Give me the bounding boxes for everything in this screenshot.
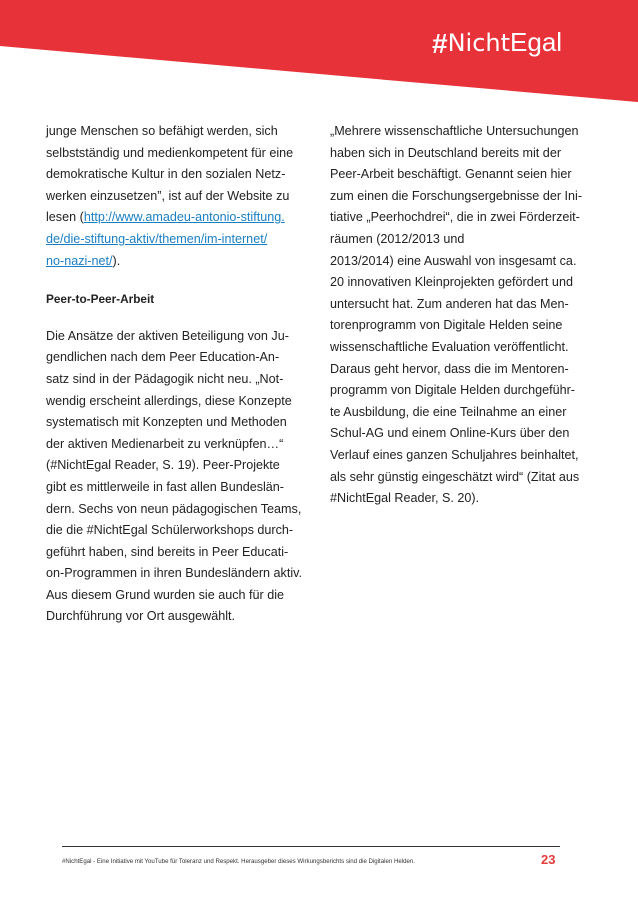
text-fragment: lesen ( <box>46 210 84 225</box>
text-line: der aktiven Medienarbeit zu verknüpfen…“ <box>46 436 284 451</box>
website-link-part[interactable]: http://www.amadeu-antonio-stiftung. <box>83 210 285 225</box>
text-fragment: ). <box>112 253 121 268</box>
text-line <box>46 229 314 251</box>
text-line: 2013/2014) eine Auswahl von insgesamt ca. <box>330 253 577 268</box>
text-line: selbstständig und medienkompetent für eine <box>46 145 294 160</box>
text-line: programm von Digitale Helden durchgeführ- <box>330 383 576 398</box>
website-link-part[interactable]: de/die-stiftung-aktiv/themen/im-internet/ <box>46 231 268 246</box>
left-column <box>46 121 314 628</box>
page-number: 23 <box>541 852 556 867</box>
left-paragraph-2 <box>46 326 314 628</box>
text-line: als sehr günstig eingeschätzt wird“ (Zitat aus <box>330 469 580 484</box>
logo-hash: # <box>432 28 448 59</box>
text-line: Die Ansätze der aktiven Beteiligung von Ju- <box>46 328 289 343</box>
text-line: systematisch mit Konzepten und Methoden <box>46 415 287 430</box>
logo-nicht: Nicht <box>447 29 511 57</box>
text-line: gendlichen nach dem Peer Education-An- <box>46 350 280 365</box>
text-line: on-Programmen in ihren Bundesländern aktiv. <box>46 566 302 581</box>
text-line: 20 innovativen Kleinprojekten gefördert und <box>330 275 573 290</box>
text-line: geführt haben, sind bereits in Peer Educati- <box>46 544 289 559</box>
left-paragraph-1 <box>46 121 314 272</box>
text-line: wendig erscheint allerdings, diese Konzepte <box>46 393 292 408</box>
text-line: te Ausbildung, die eine Teilnahme an einer <box>330 404 567 419</box>
text-line: untersucht hat. Zum anderen hat das Men- <box>330 296 569 311</box>
text-line: Peer-Arbeit beschäftigt. Genannt seien hier <box>330 167 572 182</box>
text-line: Schul-AG und einem Online-Kurs über den <box>330 426 570 441</box>
website-link-part[interactable]: no-nazi-net/ <box>46 253 113 268</box>
text-line: wissenschaftliche Evaluation veröffentlicht. <box>330 339 569 354</box>
text-line: Verlauf eines ganzen Schuljahres beinhaltet, <box>330 447 579 462</box>
text-line: haben sich in Deutschland bereits mit der <box>330 145 562 160</box>
text-line: räumen (2012/2013 und <box>330 231 465 246</box>
text-line: satz sind in der Pädagogik nicht neu. „Not- <box>46 371 284 386</box>
nichtegal-logo <box>432 26 632 66</box>
text-line: die die #NichtEgal Schülerworkshops durch- <box>46 523 294 538</box>
logo-egal: Egal <box>510 27 563 57</box>
text-line: Aus diesem Grund wurden sie auch für die <box>46 587 285 602</box>
right-column <box>330 121 600 510</box>
text-line: Daraus geht hervor, dass die im Mentoren- <box>330 361 569 376</box>
text-line: tiative „Peerhochdrei“, die in zwei Förderzeit- <box>330 210 580 225</box>
text-line: torenprogramm von Digitale Helden seine <box>330 318 563 333</box>
text-line: werken einzusetzen”, ist auf der Website zu <box>46 188 290 203</box>
footer-divider <box>62 846 560 847</box>
text-line: zum einen die Forschungsergebnisse der Ini- <box>330 188 583 203</box>
text-line: Durchführung vor Ort ausgewählt. <box>46 609 235 624</box>
text-line: junge Menschen so befähigt werden, sich <box>46 124 278 138</box>
text-line <box>46 251 314 273</box>
text-line: dern. Sechs von neun pädagogischen Teams, <box>46 501 302 516</box>
footer-text: #NichtEgal - Eine Initiative mit YouTube für Toleranz und Respekt. Herausgeber dieses Wirkungsberichts sind die Digitalen Helden. <box>62 858 415 865</box>
text-line: gibt es mittlerweile in fast allen Bundeslän- <box>46 479 285 494</box>
text-line: demokratische Kultur in den sozialen Netz- <box>46 167 286 182</box>
text-line <box>46 207 314 229</box>
section-heading: Peer-to-Peer-Arbeit <box>46 292 155 307</box>
text-line: „Mehrere wissenschaftliche Untersuchungen <box>330 124 579 138</box>
text-line: (#NichtEgal Reader, S. 19). Peer-Projekte <box>46 458 280 473</box>
text-line: #NichtEgal Reader, S. 20). <box>330 491 480 506</box>
